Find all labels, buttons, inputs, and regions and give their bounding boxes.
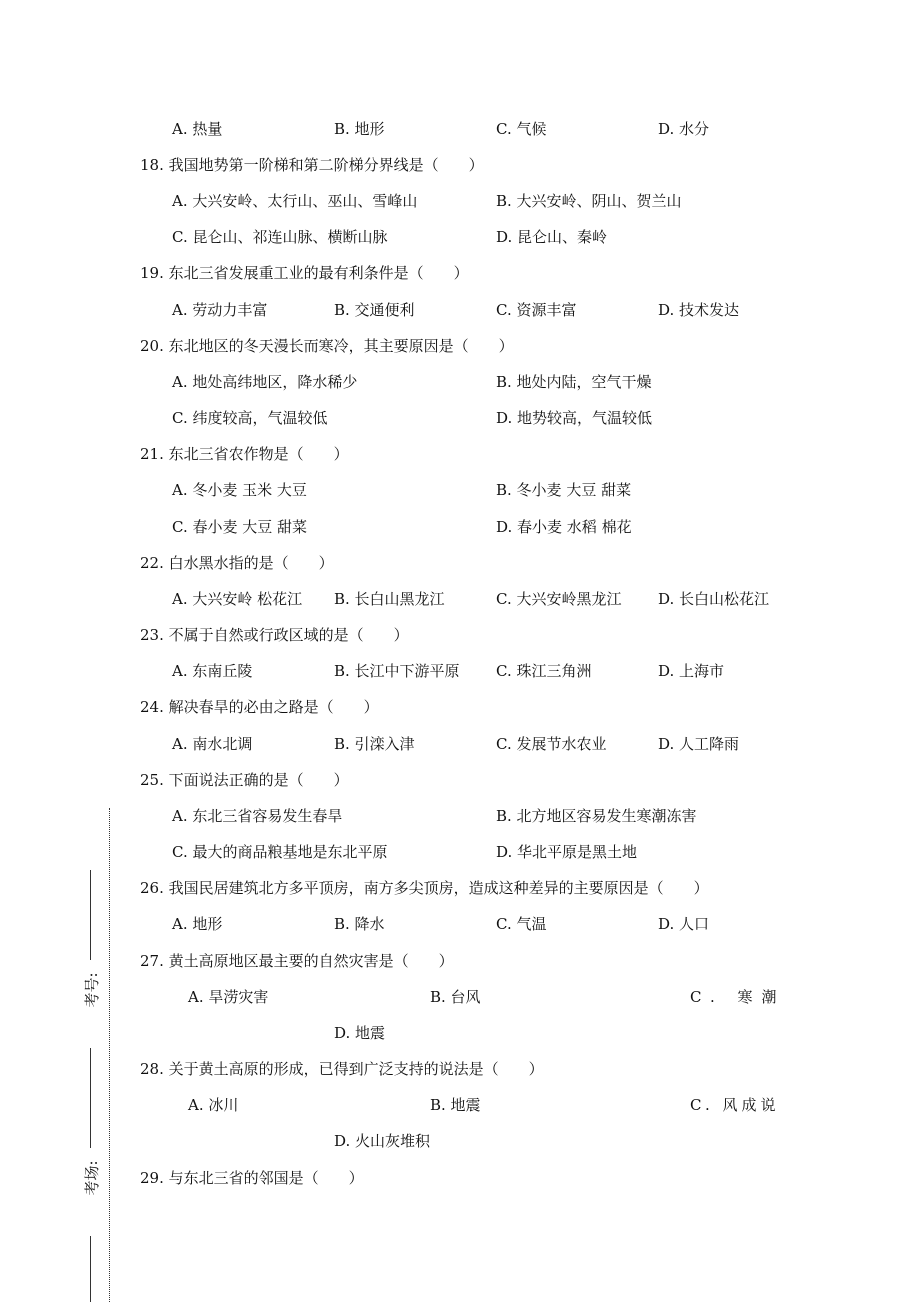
q24-stem-row [0, 693, 920, 721]
q27-stem-row [0, 947, 920, 975]
q20-option-b: B. 地处内陆，空气干燥 [496, 373, 652, 391]
q24-stem: 24. 解决春旱的必由之路是（ ） [140, 698, 379, 716]
q25-option-b: B. 北方地区容易发生寒潮冻害 [496, 807, 697, 825]
q23-options [0, 657, 920, 685]
q23-stem-row [0, 621, 920, 649]
q26-stem: 26. 我国民居建筑北方多平顶房，南方多尖顶房，造成这种差异的主要原因是（ ） [140, 879, 709, 897]
q19-stem-row [0, 259, 920, 287]
q25-option-a: A. 东北三省容易发生春旱 [172, 807, 343, 825]
q21-option-d: D. 春小麦 水稻 棉花 [496, 518, 632, 536]
q26-stem-row [0, 874, 920, 902]
q28-option-a: A. 冰川 [188, 1096, 239, 1114]
q21-options-row2 [0, 513, 920, 541]
q17-option-a: A. 热量 [172, 120, 223, 138]
exam-number-label: 考号: [83, 972, 101, 1008]
q27-option-c: C. 寒潮 [690, 988, 786, 1006]
q20-options-row1 [0, 368, 920, 396]
q17-option-c: C. 气候 [496, 120, 547, 138]
q21-option-b: B. 冬小麦 大豆 甜菜 [496, 481, 632, 499]
q21-stem: 21. 东北三省农作物是（ ） [140, 445, 349, 463]
q20-option-a: A. 地处高纬地区，降水稀少 [172, 373, 358, 391]
q23-option-b: B. 长江中下游平原 [334, 662, 460, 680]
q18-stem: 18. 我国地势第一阶梯和第二阶梯分界线是（ ） [140, 156, 484, 174]
q27-options-row2 [0, 1019, 920, 1047]
q18-option-a: A. 大兴安岭、太行山、巫山、雪峰山 [172, 192, 418, 210]
q22-stem: 22. 白水黑水指的是（ ） [140, 554, 334, 572]
q27-stem: 27. 黄土高原地区最主要的自然灾害是（ ） [140, 952, 454, 970]
q28-option-b: B. 地震 [430, 1096, 481, 1114]
q24-option-d: D. 人工降雨 [658, 735, 740, 753]
q25-stem-row [0, 766, 920, 794]
q21-option-c: C. 春小麦 大豆 甜菜 [172, 518, 308, 536]
q25-options-row1 [0, 802, 920, 830]
q21-option-a: A. 冬小麦 玉米 大豆 [172, 481, 307, 499]
q22-option-d: D. 长白山松花江 [658, 590, 770, 608]
exam-room-underline [90, 1048, 91, 1148]
q23-option-c: C. 珠江三角洲 [496, 662, 592, 680]
exam-number-underline [90, 870, 91, 960]
q28-options-row2 [0, 1127, 920, 1155]
q25-options-row2 [0, 838, 920, 866]
q25-option-c: C. 最大的商品粮基地是东北平原 [172, 843, 388, 861]
q24-options [0, 730, 920, 758]
q29-stem-row [0, 1164, 920, 1192]
q27-option-b: B. 台风 [430, 988, 481, 1006]
q17-options [0, 115, 920, 143]
q26-option-d: D. 人口 [658, 915, 710, 933]
q21-stem-row [0, 440, 920, 468]
q28-option-c: C. 风成说 [690, 1096, 780, 1114]
q20-option-c: C. 纬度较高，气温较低 [172, 409, 328, 427]
q26-option-b: B. 降水 [334, 915, 385, 933]
q23-option-a: A. 东南丘陵 [172, 662, 253, 680]
q29-stem: 29. 与东北三省的邻国是（ ） [140, 1169, 364, 1187]
q28-stem: 28. 关于黄土高原的形成，已得到广泛支持的说法是（ ） [140, 1060, 544, 1078]
q24-option-b: B. 引滦入津 [334, 735, 415, 753]
q19-option-a: A. 劳动力丰富 [172, 301, 268, 319]
q24-option-a: A. 南水北调 [172, 735, 253, 753]
binding-dotted-line [109, 808, 110, 1302]
q27-option-d: D. 地震 [334, 1024, 386, 1042]
q28-options-row1 [0, 1091, 920, 1119]
q19-options [0, 296, 920, 324]
q18-stem-row [0, 151, 920, 179]
q28-option-d: D. 火山灰堆积 [334, 1132, 431, 1150]
q21-options-row1 [0, 476, 920, 504]
q19-stem: 19. 东北三省发展重工业的最有利条件是（ ） [140, 264, 469, 282]
q23-option-d: D. 上海市 [658, 662, 725, 680]
q18-option-d: D. 昆仑山、秦岭 [496, 228, 608, 246]
q18-option-b: B. 大兴安岭、阴山、贺兰山 [496, 192, 682, 210]
q19-option-b: B. 交通便利 [334, 301, 415, 319]
q27-option-a: A. 旱涝灾害 [188, 988, 269, 1006]
q22-option-c: C. 大兴安岭黑龙江 [496, 590, 622, 608]
q26-option-a: A. 地形 [172, 915, 223, 933]
q20-option-d: D. 地势较高，气温较低 [496, 409, 653, 427]
q18-option-c: C. 昆仑山、祁连山脉、横断山脉 [172, 228, 388, 246]
q25-option-d: D. 华北平原是黑土地 [496, 843, 638, 861]
exam-room-label: 考场: [83, 1160, 101, 1196]
q17-option-d: D. 水分 [658, 120, 710, 138]
q22-stem-row [0, 549, 920, 577]
q22-option-a: A. 大兴安岭 松花江 [172, 590, 303, 608]
q27-options-row1 [0, 983, 920, 1011]
q22-options [0, 585, 920, 613]
q20-stem: 20. 东北地区的冬天漫长而寒冷，其主要原因是（ ） [140, 337, 514, 355]
q28-stem-row [0, 1055, 920, 1083]
q19-option-d: D. 技术发达 [658, 301, 740, 319]
binding-underline-bottom [90, 1236, 91, 1302]
q19-option-c: C. 资源丰富 [496, 301, 577, 319]
q20-options-row2 [0, 404, 920, 432]
q18-options-row1 [0, 187, 920, 215]
q22-option-b: B. 长白山黑龙江 [334, 590, 445, 608]
q25-stem: 25. 下面说法正确的是（ ） [140, 771, 349, 789]
q18-options-row2 [0, 223, 920, 251]
q20-stem-row [0, 332, 920, 360]
q26-option-c: C. 气温 [496, 915, 547, 933]
q23-stem: 23. 不属于自然或行政区域的是（ ） [140, 626, 409, 644]
q26-options [0, 910, 920, 938]
q17-option-b: B. 地形 [334, 120, 385, 138]
q24-option-c: C. 发展节水农业 [496, 735, 607, 753]
